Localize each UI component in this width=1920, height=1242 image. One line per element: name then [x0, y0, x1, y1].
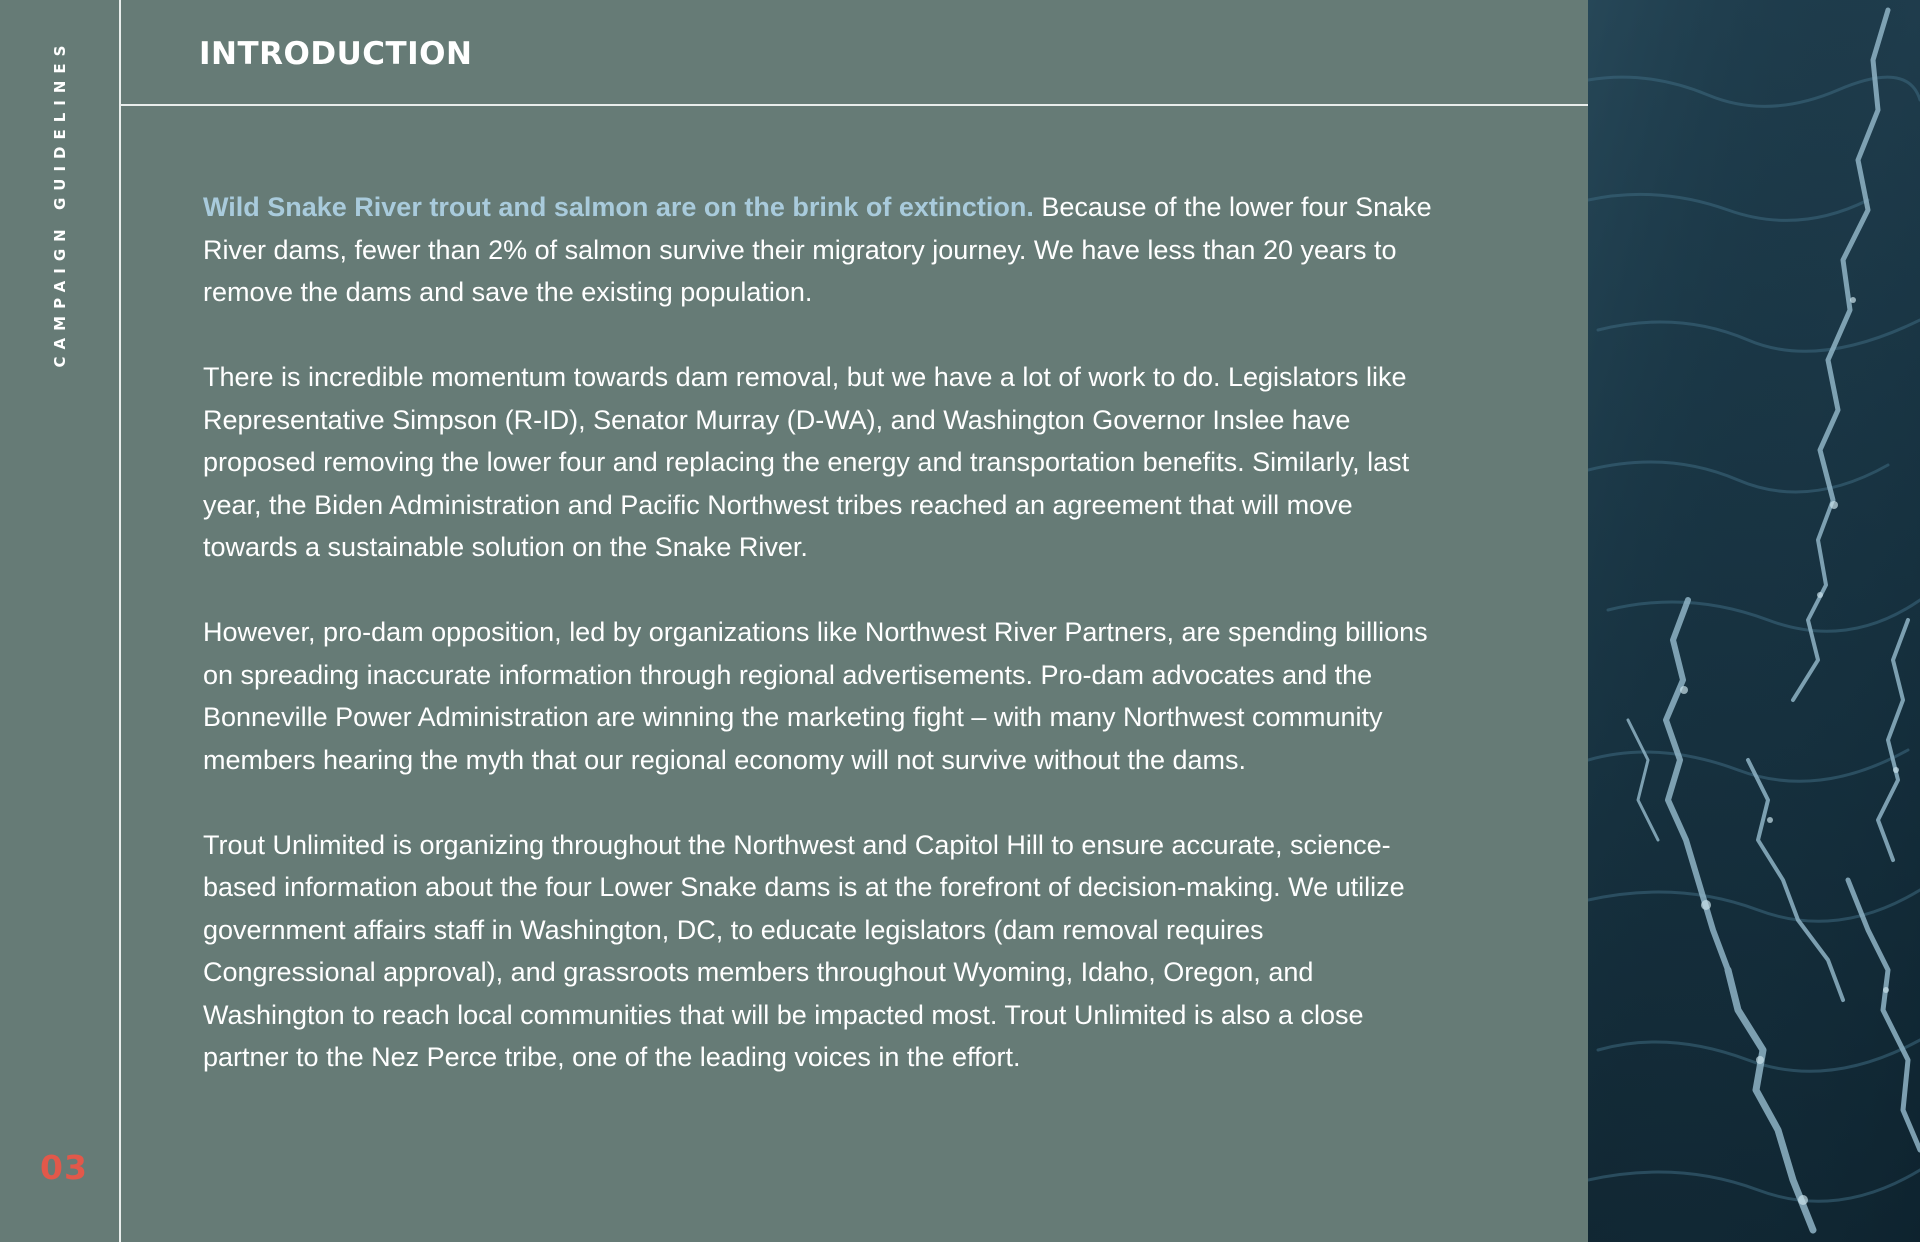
section-title: INTRODUCTION — [199, 36, 473, 72]
spine-label: CAMPAIGN GUIDELINES — [51, 38, 69, 368]
paragraph-2: There is incredible momentum towards dam removal, but we have a lot of work to do. Legislators like Representative Simpson (R-ID), Senator Murray (D-WA), and Washington Governor Inslee have proposed removing the lower four and replacing the energy and transportation benefits. Similarly, last year, the Biden Administration and Pacific Northwest tribes reached an agreement that will move towards a sustainable solution on the Snake River. — [203, 362, 1410, 562]
header-divider — [121, 104, 1588, 106]
lead-sentence: Wild Snake River trout and salmon are on the brink of extinction. — [203, 192, 1034, 222]
paragraph-1 — [203, 186, 1433, 314]
left-spine — [0, 0, 121, 1242]
water-texture — [1588, 0, 1920, 1242]
paragraph-4: Trout Unlimited is organizing throughout the Northwest and Capitol Hill to ensure accurate, science-based information about the four Lower Snake dams is at the forefront of decision-making. We utilize government affairs staff in Washington, DC, to educate legislators (dam removal requires Congressional approval), and grassroots members throughout Wyoming, Idaho, Oregon, and Washington to reach local communities that will be impacted most. Trout Unlimited is also a close partner to the Nez Perce tribe, one of the leading voices in the effort. — [203, 829, 1405, 1072]
body-text — [203, 186, 1433, 1121]
water-photo — [1588, 0, 1920, 1242]
page-number: 03 — [40, 1148, 88, 1187]
paragraph-3: However, pro-dam opposition, led by organizations like Northwest River Partners, are spending billions on spreading inaccurate information through regional advertisements. Pro-dam advocates and the Bonneville Power Administration are winning the marketing fight – with many Northwest community members hearing the myth that our regional economy will not survive without the dams. — [203, 617, 1428, 775]
paragraph-1-text: Because of the lower four Snake River dams, fewer than 2% of salmon survive their migratory journey. We have less than 20 years to remove the dams and save the existing population. — [203, 192, 1432, 307]
